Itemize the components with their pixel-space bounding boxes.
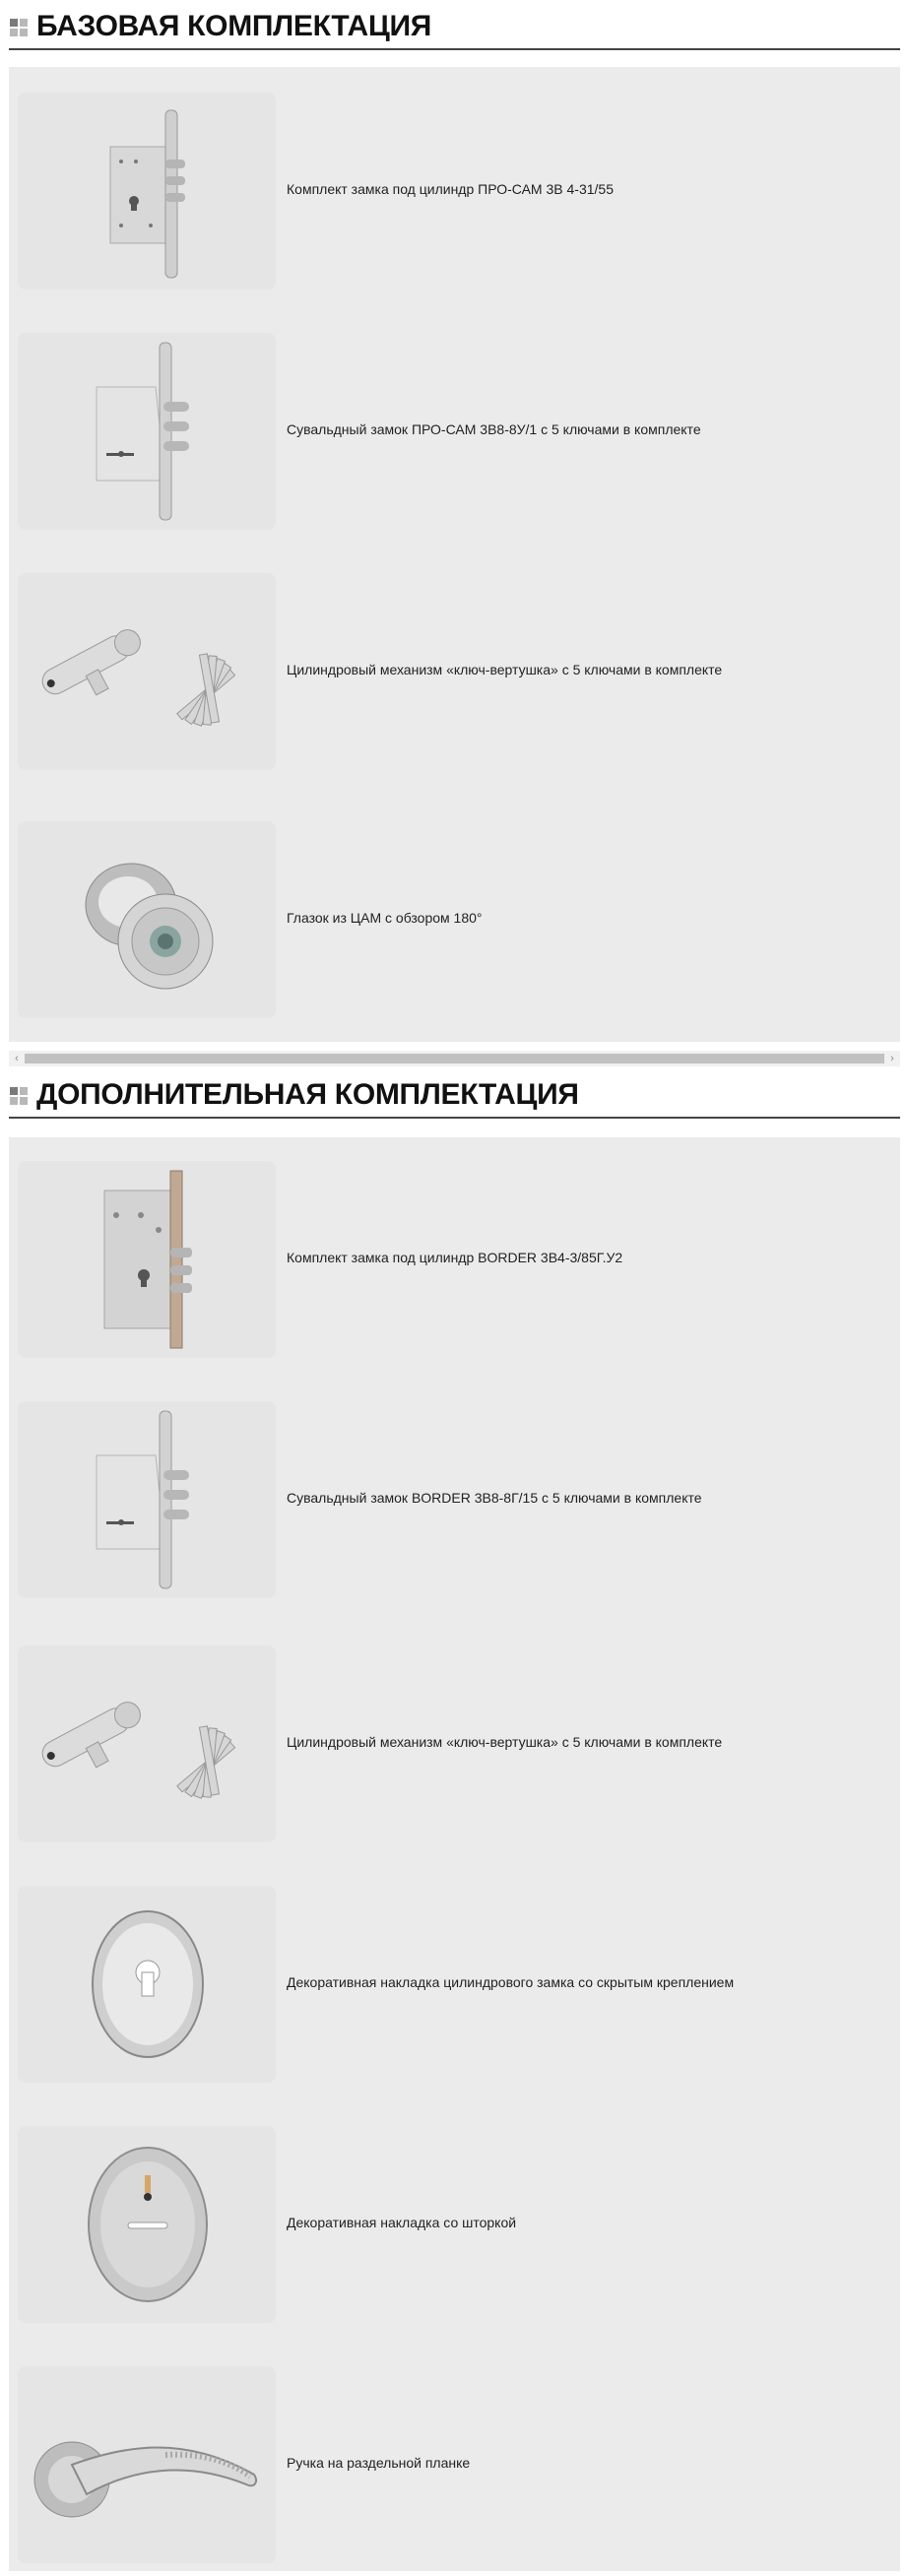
list-item bbox=[9, 93, 900, 290]
section-divider bbox=[9, 1117, 900, 1119]
list-item bbox=[9, 333, 900, 530]
cylinder-escutcheon-image bbox=[18, 1886, 276, 2083]
cylinder-keys-image bbox=[18, 573, 276, 770]
section-header-basic bbox=[0, 0, 909, 49]
item-description: Комплект замка под цилиндр ПРО-САМ 3В 4-31/55 bbox=[287, 181, 614, 197]
basic-items-panel bbox=[9, 67, 900, 1042]
section-title-basic: БАЗОВАЯ КОМПЛЕКТАЦИЯ bbox=[36, 10, 432, 42]
mortise-lock-image bbox=[18, 1161, 276, 1358]
cylinder-keys-image bbox=[18, 1645, 276, 1842]
list-item bbox=[9, 1161, 900, 1358]
item-description: Цилиндровый механизм «ключ-вертушка» с 5 ключами в комплекте bbox=[287, 662, 723, 677]
item-description: Цилиндровый механизм «ключ-вертушка» с 5 ключами в комплекте bbox=[287, 1734, 723, 1750]
lever-lock-image bbox=[18, 333, 276, 530]
item-description: Декоративная накладка со шторкой bbox=[287, 2215, 517, 2230]
section-title-additional: ДОПОЛНИТЕЛЬНАЯ КОМПЛЕКТАЦИЯ bbox=[36, 1078, 579, 1111]
item-description: Сувальдный замок ПРО-САМ 3В8-8У/1 с 5 ключами в комплекте bbox=[287, 421, 701, 437]
scrollbar-thumb[interactable] bbox=[25, 1054, 884, 1063]
list-item bbox=[9, 821, 900, 1018]
list-item bbox=[9, 2126, 900, 2323]
scroll-left-arrow[interactable]: ‹ bbox=[15, 1053, 19, 1064]
item-description: Сувальдный замок BORDER 3В8-8Г/15 с 5 ключами в комплекте bbox=[287, 1490, 702, 1506]
horizontal-scrollbar[interactable] bbox=[9, 1051, 900, 1066]
list-item bbox=[9, 1401, 900, 1598]
list-item bbox=[9, 1645, 900, 1842]
door-handle-image bbox=[18, 2366, 276, 2563]
scroll-right-arrow[interactable]: › bbox=[890, 1053, 894, 1064]
item-description: Ручка на раздельной планке bbox=[287, 2455, 471, 2471]
grid-icon bbox=[10, 1087, 29, 1106]
section-header-additional bbox=[0, 1068, 909, 1118]
list-item bbox=[9, 1886, 900, 2083]
door-viewer-image bbox=[18, 821, 276, 1018]
shutter-escutcheon-image bbox=[18, 2126, 276, 2323]
lever-lock-image bbox=[18, 1401, 276, 1598]
section-divider bbox=[9, 48, 900, 50]
item-description: Декоративная накладка цилиндрового замка со скрытым креплением bbox=[287, 1974, 735, 1990]
mortise-lock-image bbox=[18, 93, 276, 290]
grid-icon bbox=[10, 19, 29, 37]
item-description: Комплект замка под цилиндр BORDER 3В4-3/85Г.У2 bbox=[287, 1250, 623, 1265]
list-item bbox=[9, 573, 900, 770]
list-item bbox=[9, 2366, 900, 2563]
item-description: Глазок из ЦАМ с обзором 180° bbox=[287, 910, 483, 926]
additional-items-panel bbox=[9, 1137, 900, 2571]
